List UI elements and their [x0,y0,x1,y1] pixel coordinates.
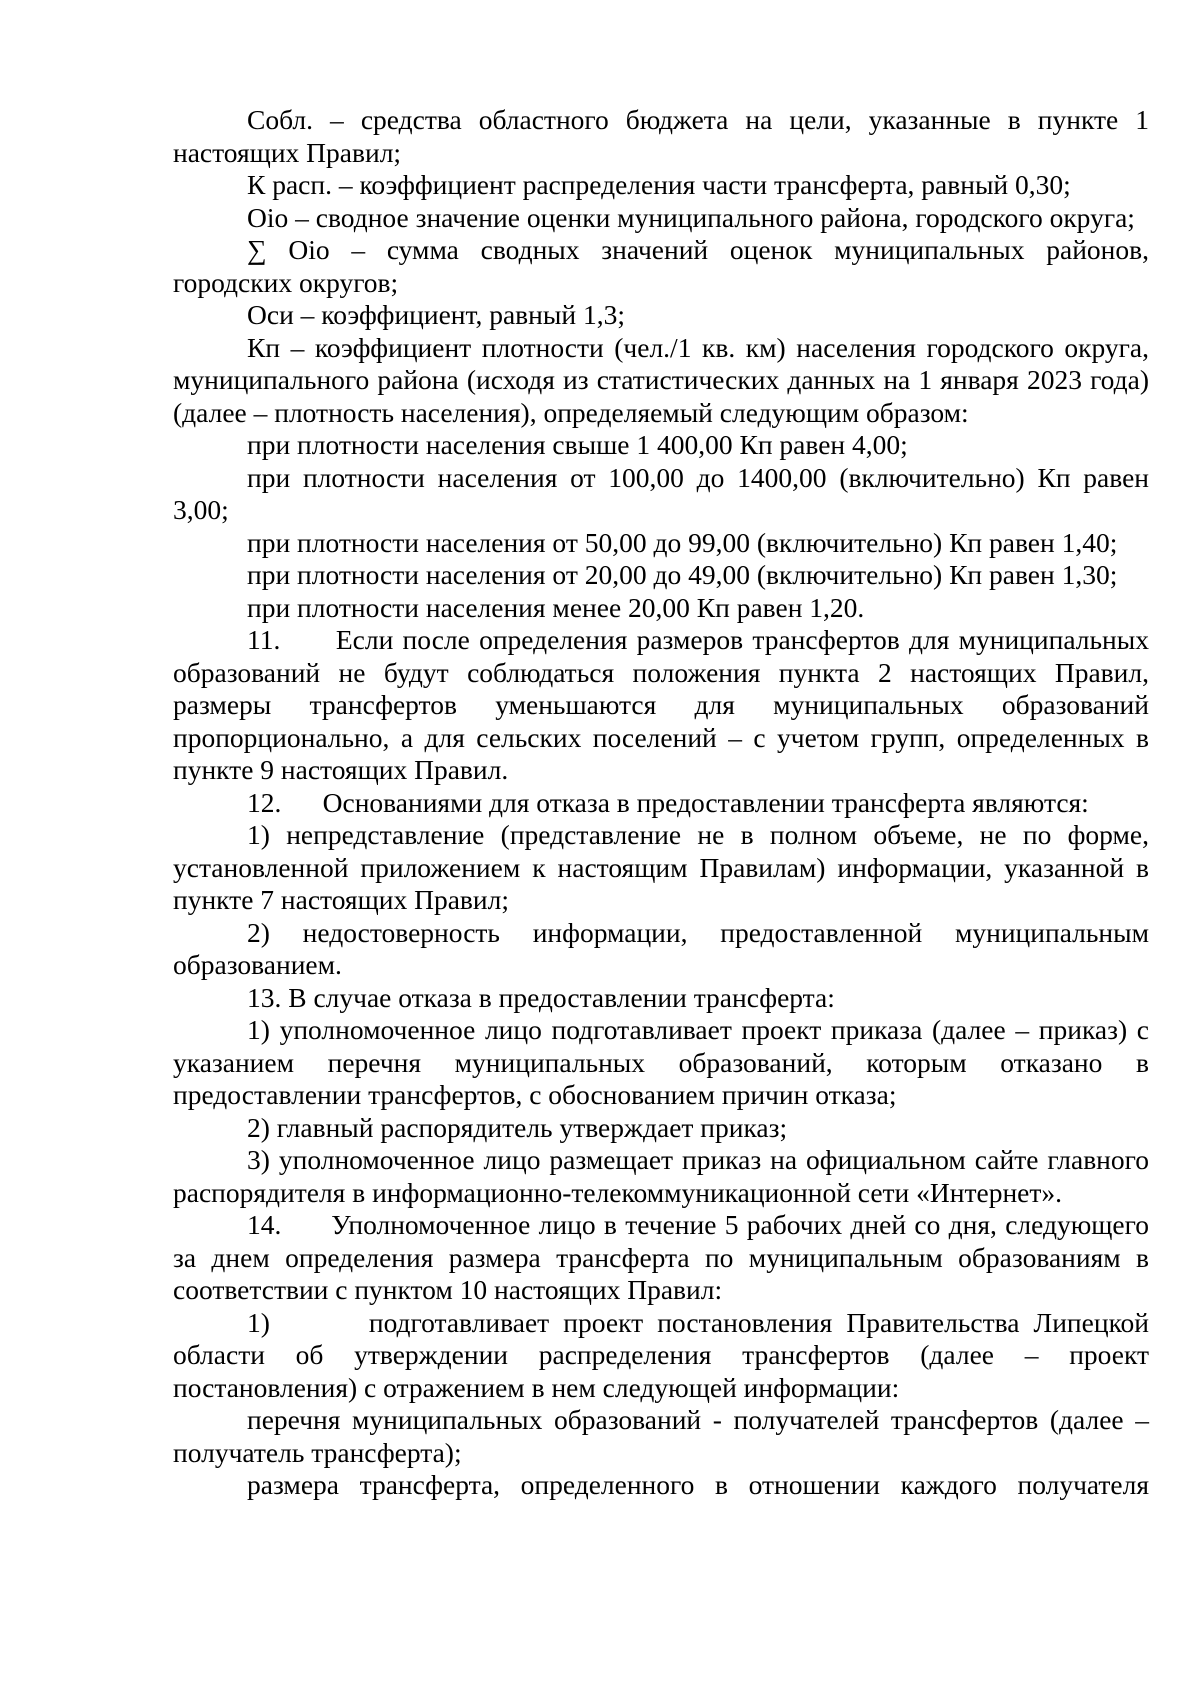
paragraph-recipients-list: перечня муниципальных образований - получателей трансфертов (далее – получатель трансферта); [173,1404,1149,1468]
paragraph-density-below-20: при плотности населения менее 20,00 Кп равен 1,20. [247,591,865,623]
paragraph-item-13-2: 2) главный распорядитель утверждает приказ; [247,1111,788,1143]
paragraph-item-13-1: 1) уполномоченное лицо подготавливает проект приказа (далее – приказ) с указанием перечня муниципальных образований, которым отказано в предоставлении трансфертов, с обоснованием причин отказа; [173,1014,1149,1110]
paragraph-density-20-49: при плотности населения от 20,00 до 49,00 (включительно) Кп равен 1,30; [247,559,1118,590]
paragraph-item-12: 12. Основаниями для отказа в предоставлении трансферта являются: [247,786,1089,818]
document-page [173,104,1149,1502]
paragraph-sobl: Собл. – средства областного бюджета на цели, указанные в пункте 1 настоящих Правил; [173,104,1149,168]
paragraph-item-14-1: 1) подготавливает проект постановления Правительства Липецкой области об утверждении распределения трансфертов (далее – проект постановления) с отражением в нем следующей информации: [173,1306,1149,1403]
paragraph-density-above-1400: при плотности населения свыше 1 400,00 Кп равен 4,00; [247,429,908,460]
paragraph-oio: Oio – сводное значение оценки муниципального района, городского округа; [247,201,1135,233]
paragraph-osi: Оси – коэффициент, равный 1,3; [247,299,625,330]
paragraph-density-100-1400: при плотности населения от 100,00 до 1400,00 (включительно) Кп равен 3,00; [173,461,1149,525]
paragraph-item-13-3: 3) уполномоченное лицо размещает приказ на официальном сайте главного распорядителя в информационно-телекоммуникационной сети «Интернет». [173,1144,1149,1208]
paragraph-item-12-2: 2) недостоверность информации, предоставленной муниципальным образованием. [173,916,1149,980]
paragraph-density-50-99: при плотности населения от 50,00 до 99,00 (включительно) Кп равен 1,40; [247,526,1118,558]
paragraph-item-11: 11. Если после определения размеров трансфертов для муниципальных образований не будут соблюдаться положения пункта 2 настоящих Правил, размеры трансфертов уменьшаются для муниципальных образований пропорционально, а для сельских поселений – с учетом групп, определенных в пункте 9 настоящих Правил. [173,624,1149,785]
paragraph-transfer-size: размера трансферта, определенного в отношении каждого получателя [247,1469,1149,1500]
paragraph-item-14: 14. Уполномоченное лицо в течение 5 рабочих дней со дня, следующего за днем определения размера трансферта по муниципальным образованиям в соответствии с пунктом 10 настоящих Правил: [173,1209,1149,1305]
paragraph-k-rasp: К расп. – коэффициент распределения части трансферта, равный 0,30; [247,169,1071,200]
paragraph-sum-oio: ∑ Oio – сумма сводных значений оценок муниципальных районов, городских округов; [173,234,1149,298]
paragraph-item-13: 13. В случае отказа в предоставлении трансферта: [247,981,835,1013]
paragraph-item-12-1: 1) непредставление (представление не в полном объеме, не по форме, установленной приложением к настоящим Правилам) информации, указанной в пункте 7 настоящих Правил; [173,819,1149,915]
paragraph-kp: Кп – коэффициент плотности (чел./1 кв. км) населения городского округа, муниципального района (исходя из статистических данных на 1 января 2023 года) (далее – плотность населения), определяемый следующим образом: [173,331,1149,428]
